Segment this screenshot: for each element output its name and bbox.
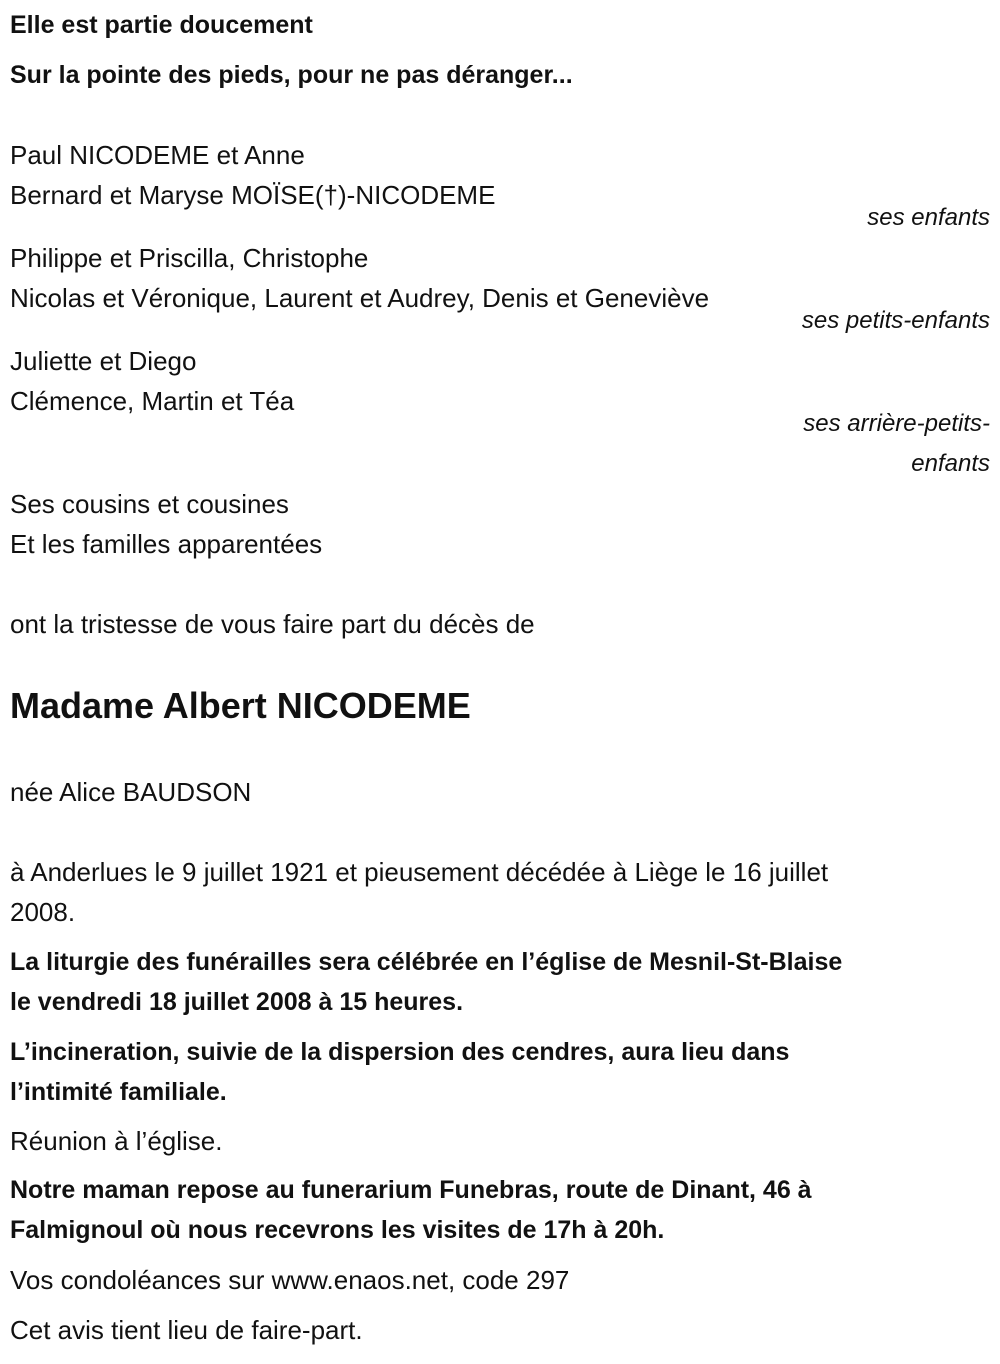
closing: Cet avis tient lieu de faire-part. [10, 1315, 363, 1345]
children-label: ses enfants [867, 204, 990, 231]
great-grandchildren-line: Clémence, Martin et Téa [10, 386, 295, 416]
great-grandchildren-label: ses arrière-petits- [803, 410, 990, 437]
liturgy-line: le vendredi 18 juillet 2008 à 15 heures. [10, 988, 464, 1016]
others-line: Et les familles apparentées [10, 529, 323, 559]
grandchildren-line: Philippe et Priscilla, Christophe [10, 243, 369, 273]
funerarium-line: Falmignoul où nous recevrons les visites de 17h à 20h. [10, 1216, 665, 1244]
great-grandchildren-line: Juliette et Diego [10, 346, 197, 376]
others-line: Ses cousins et cousines [10, 489, 289, 519]
reunion: Réunion à l’église. [10, 1126, 223, 1156]
dates-line: 2008. [10, 897, 76, 927]
intro-line: Elle est partie doucement [10, 11, 313, 39]
incineration-line: l’intimité familiale. [10, 1078, 227, 1106]
liturgy-line: La liturgie des funérailles sera célébrée en l’église de Mesnil-St-Blaise [10, 948, 843, 976]
dates-line: à Anderlues le 9 juillet 1921 et pieusement décédée à Liège le 16 juillet [10, 857, 829, 887]
grandchildren-line: Nicolas et Véronique, Laurent et Audrey, Denis et Geneviève [10, 283, 710, 313]
maiden-name: née Alice BAUDSON [10, 777, 252, 807]
children-line: Paul NICODEME et Anne [10, 140, 305, 170]
incineration-line: L’incineration, suivie de la dispersion des cendres, aura lieu dans [10, 1038, 790, 1066]
announcement: ont la tristesse de vous faire part du décès de [10, 609, 535, 639]
condolences: Vos condoléances sur www.enaos.net, code 297 [10, 1265, 570, 1295]
funerarium-line: Notre maman repose au funerarium Funebras, route de Dinant, 46 à [10, 1176, 812, 1204]
children-line: Bernard et Maryse MOÏSE(†)-NICODEME [10, 180, 496, 210]
intro-line: Sur la pointe des pieds, pour ne pas déranger... [10, 61, 573, 89]
grandchildren-label: ses petits-enfants [801, 307, 990, 334]
deceased-name: Madame Albert NICODEME [10, 685, 471, 726]
great-grandchildren-label: enfants [911, 450, 990, 477]
